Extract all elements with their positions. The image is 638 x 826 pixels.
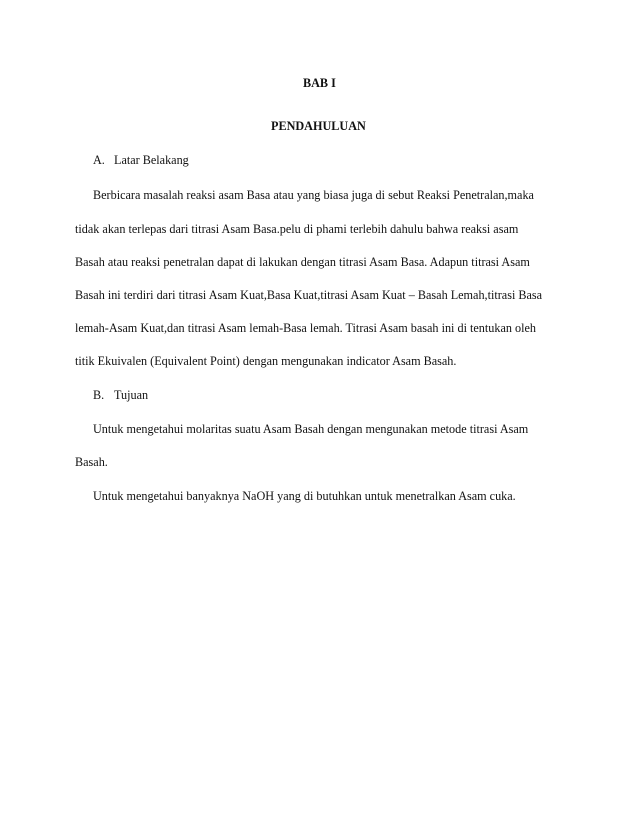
chapter-title: PENDAHULUAN bbox=[271, 119, 366, 133]
paragraph-line: lemah-Asam Kuat,dan titrasi Asam lemah-Basa lemah. Titrasi Asam basah ini di tentukan oleh bbox=[75, 321, 537, 335]
paragraph-line: Basah ini terdiri dari titrasi Asam Kuat,Basa Kuat,titrasi Asam Kuat – Basah Lemah,titrasi Basa bbox=[75, 288, 543, 302]
paragraph-line: Basah. bbox=[75, 455, 108, 469]
section-title: Latar Belakang bbox=[114, 153, 189, 167]
paragraph-line: Untuk mengetahui molaritas suatu Asam Basah dengan mengunakan metode titrasi Asam bbox=[93, 422, 529, 436]
paragraph-line: Basah atau reaksi penetralan dapat di lakukan dengan titrasi Asam Basa. Adapun titrasi Asam bbox=[75, 255, 530, 269]
paragraph-line: Untuk mengetahui banyaknya NaOH yang di butuhkan untuk menetralkan Asam cuka. bbox=[93, 489, 516, 503]
paragraph-line: tidak akan terlepas dari titrasi Asam Basa.pelu di phami terlebih dahulu bahwa reaksi asam bbox=[75, 222, 519, 236]
section-heading-tujuan bbox=[93, 387, 148, 403]
section-number: B. bbox=[93, 388, 105, 402]
paragraph-line: titik Ekuivalen (Equivalent Point) dengan mengunakan indicator Asam Basah. bbox=[75, 354, 457, 368]
section-title: Tujuan bbox=[114, 388, 149, 402]
paragraph-line: Berbicara masalah reaksi asam Basa atau yang biasa juga di sebut Reaksi Penetralan,maka bbox=[93, 188, 534, 202]
section-heading-latar-belakang bbox=[93, 152, 189, 168]
section-number: A. bbox=[93, 153, 105, 167]
chapter-label: BAB I bbox=[303, 76, 336, 90]
